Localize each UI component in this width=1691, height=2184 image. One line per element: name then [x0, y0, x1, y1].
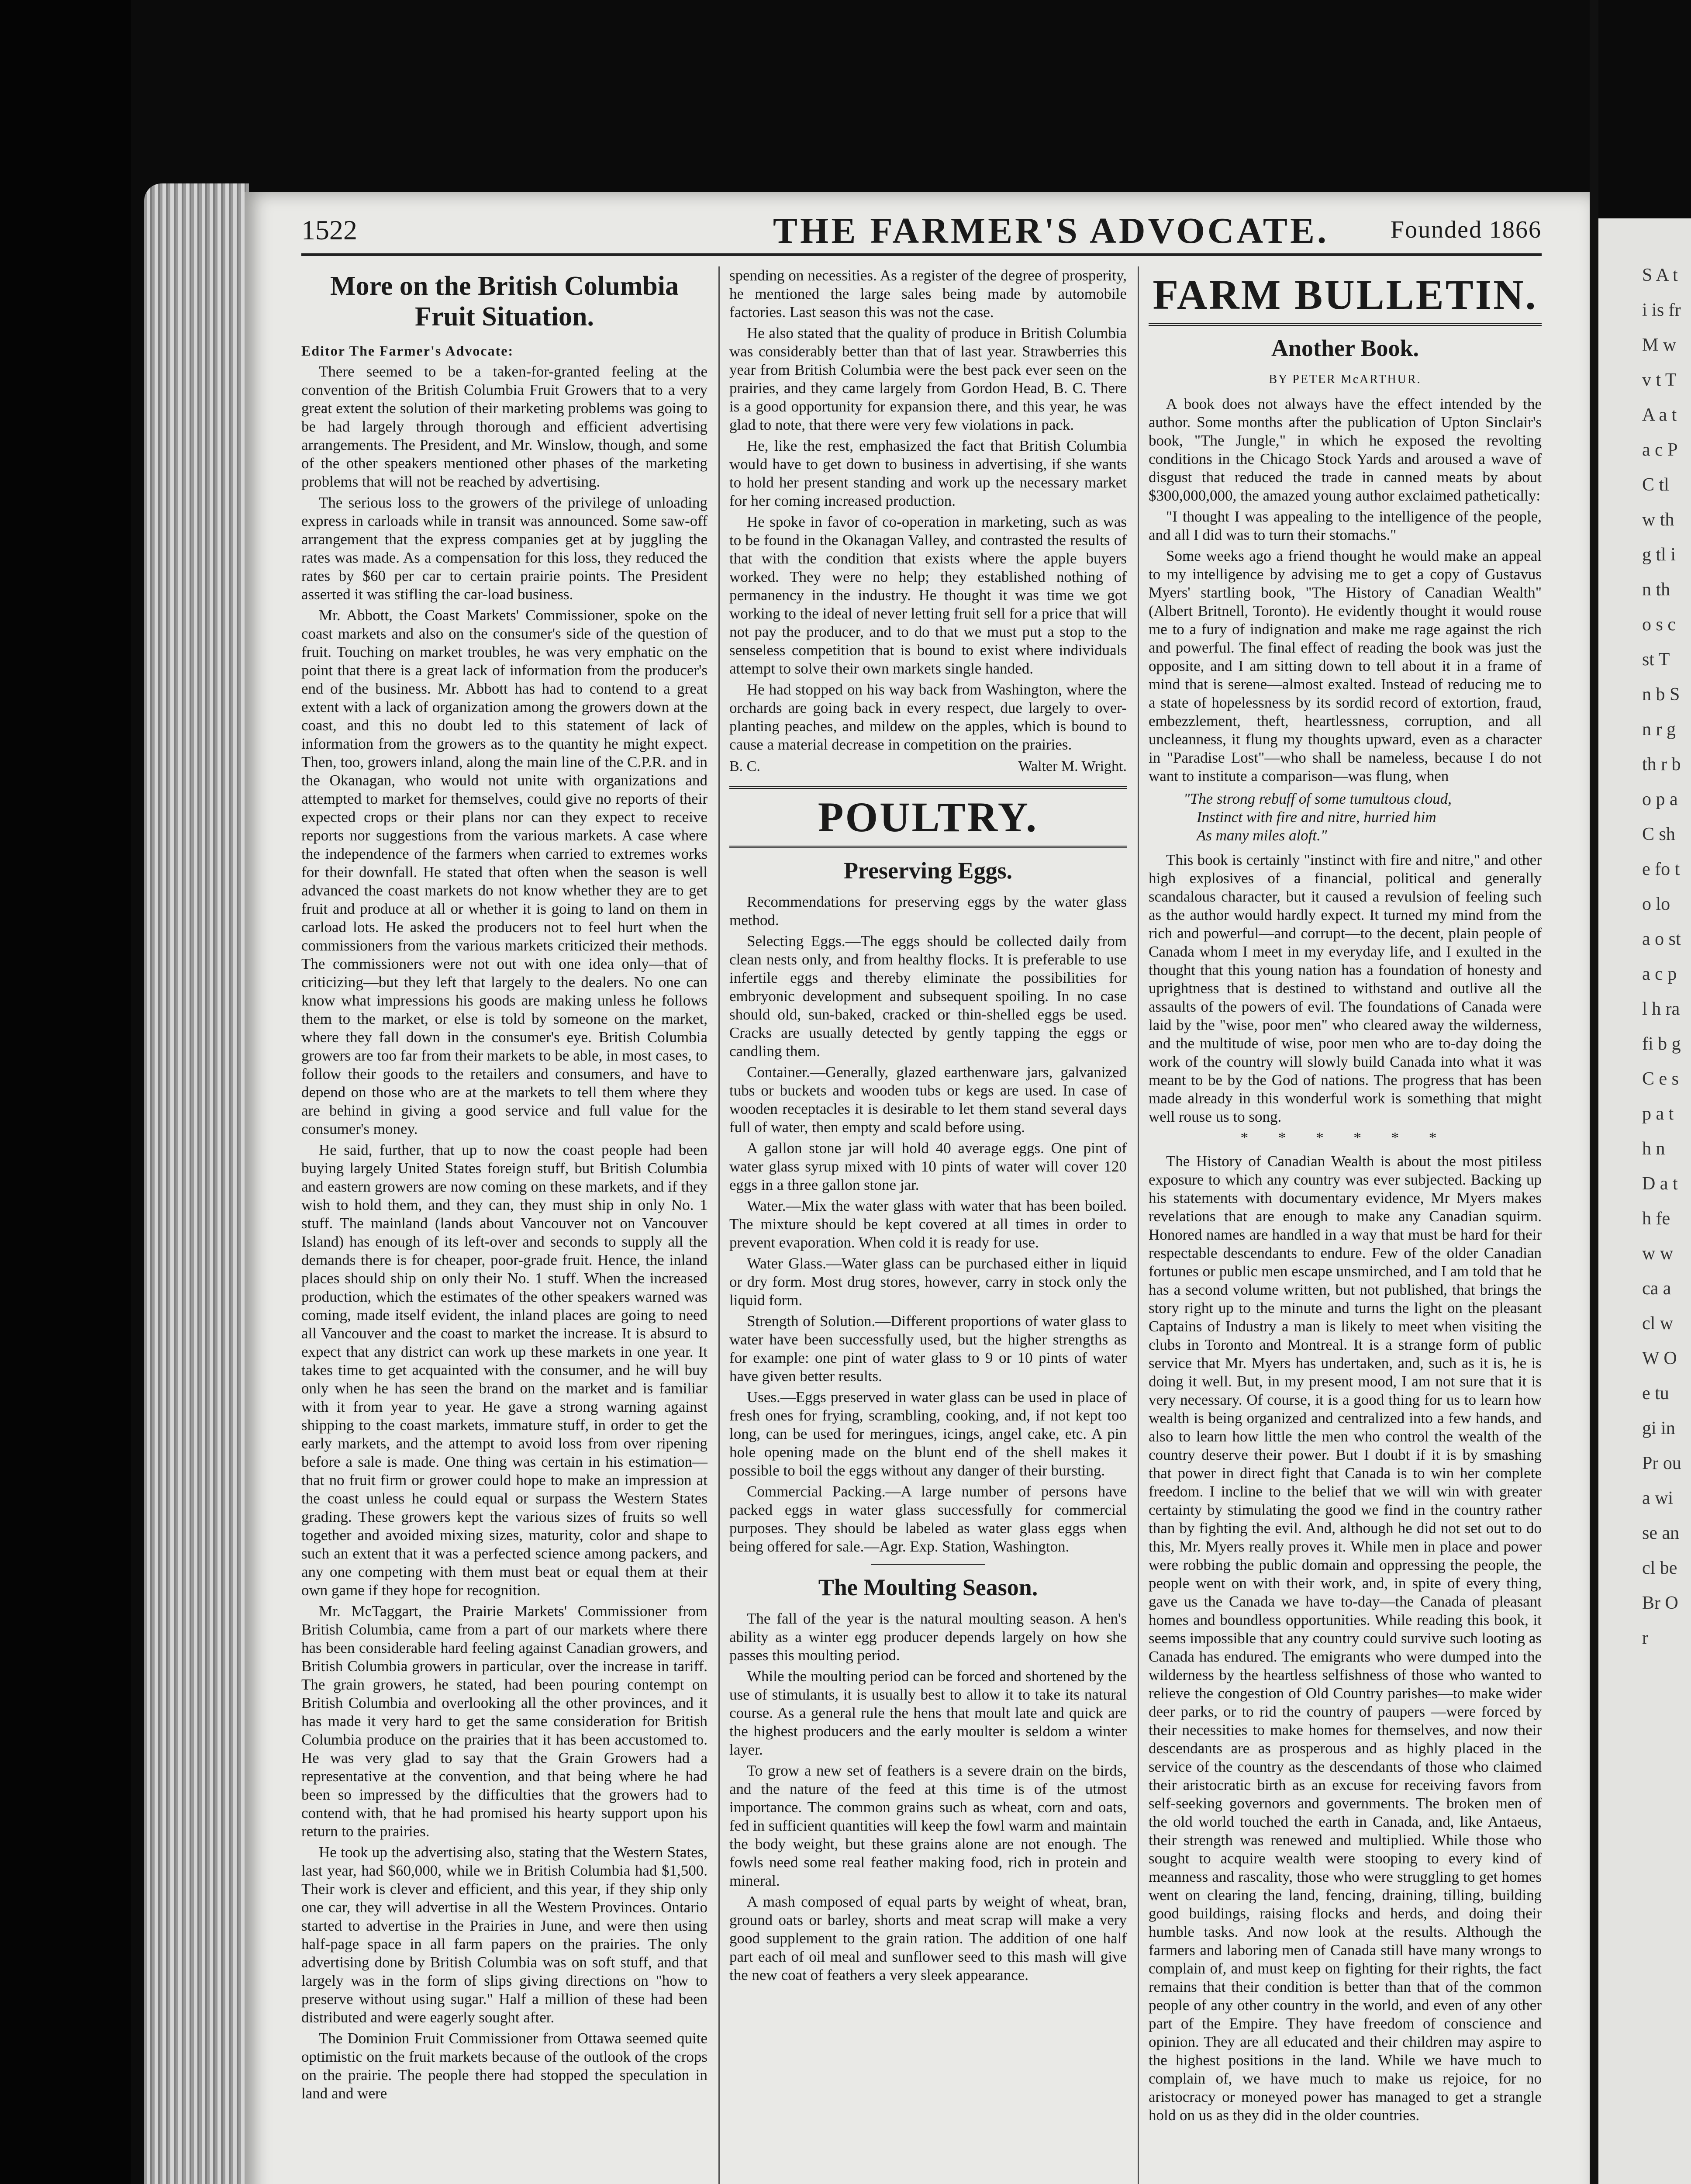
paragraph: To grow a new set of feathers is a severe drain on the birds, and the nature of the feed at this time is of the utmost importance. The common grains such as wheat, corn and oats, fed in sufficient quantities will keep the fowl warm and maintain the body weight, but these grains alone are not enough. The fowls need some real feather making food, rich in protein and mineral.	[729, 1762, 1127, 1889]
article-signoff	[729, 757, 1127, 776]
column-1	[301, 266, 707, 2105]
paragraph: The History of Canadian Wealth is about the most pitiless exposure to which any country was ever subjected. Backing up his statements with documentary evidence, Mr Myers makes revelations that are enough to make any Canadian squirm. Honored names are handled in a way that must be hard for their respectable descendants to endure. Few of the older Canadian fortunes or public men escape unsmirched, and I am told that he has a second volume written, but not published, that brings the story right up to the minute and turns the light on the pleasant Captains of Industry a man is likely to meet when visiting the clubs in Toronto and Montreal. It is a strange form of public service that Mr. Myers has undertaken, and, such as it is, he is doing it well. But, in my present mood, I am not sure that it is very necessary. Of course, it is a good thing for us to learn how wealth is being organized and centralized into a few hands, and also to learn how little the men who control the wealth of the country deserve their power. But I doubt if it is by smashing that power in direct fight that Canada is to win her complete freedom. I incline to the belief that we will win with greater certainty by stimulating the good we find in the country rather than by fighting the evil. And, although he did not set out to do this, Mr. Myers really proves it. While men in place and power were robbing the public domain and oppressing the people, the people went on with their work, and, in spite of every thing, gave us the Canada we have to-day—the Canada of pleasant homes and boundless opportunities. While reading this book, it seems impossible that any country could survive such looting as Canada has endured. The emigrants who were dumped into the wilderness by the heartless selfishness of those who wanted to relieve the congestion of Old Country parishes—to make wider deer parks, or to rid the country of paupers —were forced by their necessities to make homes for themselves, and now their descendants are as prosperous and as highly placed in the service of the country as the descendants of those who claimed their aristocratic birth as an excuse for receiving favors from self-seeking governors and governments. The broken men of the old world touched the earth in Canada, and, like Antaeus, their strength was renewed and multiplied. While those who sought to acquire wealth were stooping to every kind of meanness and rascality, those who were struggling to get homes went on clearing the land, fencing, draining, tilling, building good buildings, raising flocks and herds, and doing their humble tasks. And now look at the results. Although the farmers and laboring men of Canada still have many wrongs to complain of, and must keep on fighting for their rights, the fact remains that their condition is better than that of the common people of any other country in the world, and even of any other part of the Empire. They have freedom of conscience and opinion. They are all educated and their children may aspire to the highest positions in the land. While we have much to complain of, we have much to make us rejoice, for no aristocracy or moneyed power has managed to get a strangle hold on us as they did in the older countries.	[1149, 1153, 1542, 2124]
article-separator	[871, 1564, 985, 1565]
journal-title: THE FARMER'S ADVOCATE.	[773, 211, 1329, 251]
paragraph: He also stated that the quality of produce in British Columbia was considerably better than that of last year. Strawberries this year from British Columbia were the best pack ever seen on the prairies, and they came largely from Gordon Head, B. C. There is a good opportunity for expansion there, and this year, he was glad to note, that there were very few violations in pack.	[729, 325, 1127, 433]
column-2	[729, 266, 1127, 1987]
paragraph: "I thought I was appealing to the intelligence of the people, and all I did was to turn their stomachs."	[1149, 508, 1542, 543]
paragraph: Container.—Generally, glazed earthenware jars, galvanized tubs or buckets and wooden tubs or kegs are used. In case of wooden receptacles it is desirable to let them stand several days full of water, then empty and scald before using.	[729, 1064, 1127, 1136]
paragraph: He had stopped on his way back from Washington, where the orchards are going back in every respect, due largely to over-planting peaches, and mildew on the apples, which is bound to cause a material decrease in competition on the prairies.	[729, 681, 1127, 753]
paragraph: A book does not always have the effect intended by the author. Some months after the publication of Upton Sinclair's book, "The Jungle," in which he exposed the revolting conditions in the Chicago Stock Yards and aroused a wave of disgust that reduced the trade in canned meats by about $300,000,000, the amazed young author exclaimed pathetically:	[1149, 395, 1542, 504]
scanner-margin	[0, 0, 131, 2184]
paragraph: This book is certainly "instinct with fire and nitre," and other high explosives of a financial, political and generally scandalous character, but it caused a revulsion of feeling such as the author would hardly expect. It turned my mind from the rich and powerful—and corrupt—to the decent, plain people of Canada whom I meet in my everyday life, and I exulted in the thought that this young nation has a foundation of honesty and uprightness that is destined to withstand and outlive all the assaults of the powers of evil. The foundations of Canada were laid by the "wise, poor men" who cleared away the wilderness, and the multitude of wise, poor men who are to-day doing the work of the country will slowly build Canada into what it was meant to be by the God of nations. The progress that has been made already in this wonderful work is something that might well rouse us to song.	[1149, 851, 1542, 1125]
founded-date: Founded 1866	[1391, 216, 1542, 243]
byline: BY PETER McARTHUR.	[1269, 373, 1422, 386]
article-headline: The Moulting Season.	[818, 1574, 1038, 1600]
column-divider	[1138, 266, 1139, 2184]
facing-page-fragment	[1598, 218, 1691, 2184]
poem-line: "The strong rebuff of some tumultous cloud,	[1184, 790, 1452, 807]
paragraph: He took up the advertising also, stating that the Western States, last year, had $60,000, while we in British Columbia had $1,500. Their work is clever and efficient, and this year, if they ship only one car, they will advertise in all the Western Provinces. Ontario started to advertise in the Prairies in June, and were then using half-page space in all farm papers on the prairies. The only advertising done by British Columbia was on soft stuff, and that largely was in the form of slips giving directions on "how to preserve without using sugar." Half a million of these had been distributed and were eagerly sought after.	[301, 1844, 707, 2026]
paragraph: The fall of the year is the natural moulting season. A hen's ability as a winter egg producer depends largely on how she passes this moulting period.	[729, 1610, 1127, 1664]
paragraph: The serious loss to the growers of the privilege of unloading express in carloads while in transit was announced. Some saw-off arrangement that the express companies get at by juggling the rates was made. As a compensation for this loss, they reduced the rates by $60 per car to certain prairie points. The President asserted it was stifling the car-load business.	[301, 494, 707, 603]
column-divider	[718, 266, 720, 2184]
paragraph: Mr. McTaggart, the Prairie Markets' Commissioner from British Columbia, came from a part of our markets where there has been considerable hard feeling against Canadian growers, and British Columbia growers in particular, over the increase in tariff. The grain growers, he stated, had been pouring contempt on British Columbia and overlooking all the other provinces, and it has made it very hard to get the same consideration for British Columbia produce on the prairies that it has been accustomed to. He was very glad to say that the Grain Growers had a representative at the convention, and that being where he had been so impressed by the difficulties that the growers had to contend with, that he had promised his hearty support upon his return to the prairies.	[301, 1603, 707, 1840]
poem-quote	[1184, 790, 1542, 845]
section-banner-farm-bulletin: FARM BULLETIN.	[1149, 266, 1542, 326]
paragraph: The Dominion Fruit Commissioner from Ottawa seemed quite optimistic on the fruit markets because of the outlook of the crops on the prairie. The people there had stopped the speculation in land and were	[301, 2030, 707, 2102]
paragraph: spending on necessities. As a register of the degree of prosperity, he mentioned the large sales being made by automobile factories. Last season this was not the case.	[729, 267, 1127, 321]
article-headline: More on the British Columbia Fruit Situation.	[330, 271, 679, 332]
editor-salutation: Editor The Farmer's Advocate:	[301, 343, 514, 359]
section-banner-poultry: POULTRY.	[729, 786, 1127, 848]
page-number: 1522	[301, 214, 357, 245]
paragraph: Water.—Mix the water glass with water that has been boiled. The mixture should be kept covered at all times in order to prevent evaporation. When cold it is ready for use.	[729, 1197, 1127, 1251]
article-headline: Preserving Eggs.	[844, 857, 1012, 884]
paragraph: He, like the rest, emphasized the fact that British Columbia would have to get down to business in advertising, if she wants to hold her present standing and work up the necessary market for her coming increased production.	[729, 437, 1127, 509]
paragraph: Mr. Abbott, the Coast Markets' Commissioner, spoke on the coast markets and also on the consumer's side of the question of fruit. Touching on market troubles, he was very emphatic on the point that there is a great lack of information from the producer's end of the business. Mr. Abbott has had to contend to a great extent with a lack of organization among the growers down at the coast, and this no doubt led to this statement of lack of information from the growers as to the quantity he might expect. Then, too, growers inland, along the main line of the C.P.R. and in the Okanagan, who would not unite with organizations and attempted to market for themselves, could give no reports of their expected crops or their plans nor can they expect to receive reports nor suggestions from the various markets. A case where the independence of the farmers when carried to extremes works for their downfall. He stated that often when the season is well advanced the coast markets do not know whether they are to get fruit and produce at all or whether it is going to land on them in carload lots. He asked the producers not to feel hurt when the commissioners from the various markets criticized their methods. The commissioners were not out with one idea only—that of criticizing—but they left that largely to the dealers. No one can know what impressions his goods are making unless he follows them to the market, or else is told by someone on the market, where they fall down in the consumer's eye. British Columbia growers are too far from their markets to be able, in most cases, to follow their goods to the retailers and consumers, and have to depend on those who are at the markets to tell them where they are behind in giving a good service and full value for the consumer's money.	[301, 607, 707, 1137]
paragraph: A gallon stone jar will hold 40 average eggs. One pint of water glass syrup mixed with 10 pints of water will cover 120 eggs in a three gallon stone jar.	[729, 1140, 1127, 1193]
paragraph: Commercial Packing.—A large number of persons have packed eggs in water glass successfully for commercial purposes. They should be labeled as water glass eggs when being offered for sale.—Agr. Exp. Station, Washington.	[729, 1483, 1127, 1555]
book-page-edges	[144, 183, 249, 2184]
gutter-shadow	[1590, 0, 1598, 2184]
article-headline: Another Book.	[1271, 335, 1419, 361]
signoff-location: B. C.	[729, 758, 760, 774]
column-3	[1149, 266, 1542, 2127]
paragraph: Selecting Eggs.—The eggs should be collected daily from clean nests only, and from healthy flocks. It is preferable to use infertile eggs and thereby eliminate the possibilities for embryonic development and subsequent spoiling. In no case should old, sun-baked, cracked or thin-shelled eggs be used. Cracks are usually detected by gently tapping the eggs or candling them.	[729, 933, 1127, 1060]
paragraph: While the moulting period can be forced and shortened by the use of stimulants, it is usually best to allow it to take its natural course. As a general rule the hens that moult late and quick are the highest producers and the early moulter is seldom a winter layer.	[729, 1668, 1127, 1758]
poem-line: As many miles aloft."	[1197, 827, 1327, 844]
paragraph: He said, further, that up to now the coast people had been buying largely United States foreign stuff, but British Columbia and eastern growers are now coming on these markets, and if they wish to hold them, and they can, they must ship in only No. 1 stuff. The mainland (lands about Vancouver not on Vancouver Island) has enough of its left-over and seconds to supply all the demands there is for cheaper, poor-grade fruit. Hence, the inland places should ship on only their No. 1 stuff. When the increased production, which the estimates of the other speakers warned was coming, made itself evident, the inland places are going to need all Vancouver and the coast to market the increase. It is absurd to expect that any district can work up these markets in one year. It takes time to get acquainted with the consumer, and he will buy only when he has seen the brand on the market and is familiar with it from year to year. He gave a strong warning against shipping to the coast markets, immature stuff, in order to get the early markets, and the attempt to avoid loss from over ripening before a sale is made. One thing was certain in his estimation—that no fruit firm or grower could hope to make an impression at the coast unless he could equal or surpass the Western States grading. These growers kept the various sizes of fruits so well together and avoided mixing sizes, maturity, color and shape to such an extent that it was a perfected science among packers, and any one competing with them must beat or equal them at their own game if they hope for recognition.	[301, 1141, 707, 1599]
signoff-author: Walter M. Wright.	[1018, 758, 1127, 774]
newspaper-page	[245, 192, 1590, 2184]
paragraph: Strength of Solution.—Different proportions of water glass to water have been successfully used, but the higher strengths as for example: one pint of water glass to 9 or 10 pints of water have given better results.	[729, 1313, 1127, 1385]
paragraph: He spoke in favor of co-operation in marketing, such as was to be found in the Okanagan Valley, and contrasted the results of that with the condition that exists where the apple buyers worked. They were no help; they established nothing of permanency in the industry. He thought it was time we got working to the ideal of never letting fruit sell for a price that will not pay the producer, and to do that we must put a stop to the senseless competition that is bound to exist where individuals attempt to solve their own markets single handed.	[729, 513, 1127, 677]
paragraph: A mash composed of equal parts by weight of wheat, bran, ground oats or barley, shorts and meat scrap will make a very good supplement to the grain ration. The addition of one half part each of oil meal and sunflower seed to this mash will give the new coat of feathers a very sleek appearance.	[729, 1893, 1127, 1984]
paragraph: Uses.—Eggs preserved in water glass can be used in place of fresh ones for frying, scrambling, cooking, and, if not kept too long, can be used for meringues, icings, angel cake, etc. A pin hole opening made on the blunt end of the shell makes it possible to boil the eggs without any danger of their bursting.	[729, 1389, 1127, 1479]
paragraph: There seemed to be a taken-for-granted feeling at the convention of the British Columbia Fruit Growers that to a very great extent the solution of their marketing problems was going to be had largely through thorough and efficient advertising arrangements. The President, and Mr. Winslow, though, and some of the other speakers mentioned other phases of the marketing problems that will not be reached by advertising.	[301, 363, 707, 490]
poem-line: Instinct with fire and nitre, hurried him	[1197, 809, 1436, 826]
paragraph: Recommendations for preserving eggs by the water glass method.	[729, 893, 1127, 929]
header-rule	[301, 253, 1542, 256]
running-head	[301, 205, 1542, 253]
section-stars: * * * * * *	[1240, 1129, 1450, 1146]
paragraph: Some weeks ago a friend thought he would make an appeal to my intelligence by advising me to get a copy of Gustavus Myers' startling book, "The History of Canadian Wealth" (Albert Britnell, Toronto). He evidently thought it would rouse me to a fury of indignation and make me rage against the rich and powerful. The final effect of reading the book was just the opposite, and I am sitting down to tell about it in a frame of mind that is serene—almost exalted. Instead of reducing me to a state of hopelessness by its sordid record of extortion, fraud, embezzlement, theft, heartlessness, corruption, and all uncleanness, it flung my thoughts upward, even as a character in "Paradise Lost"—who shall be nameless, because I do not want to institute a comparison—was flung, when	[1149, 547, 1542, 784]
facing-page-text: S A ti is fr M w v t T A a t a c P C tl w th g tl in th o s c st T n b S n r g th r b o p a C sh e fo t o lo a o st a c pl h ra fi b g C e sp a th n D a th fe w w ca a cl w W O e tu gi in Pr ou a wi se an cl be Br Or	[1642, 265, 1681, 1648]
paragraph: Water Glass.—Water glass can be purchased either in liquid or dry form. Most drug stores, however, carry in stock only the liquid form.	[729, 1255, 1127, 1309]
